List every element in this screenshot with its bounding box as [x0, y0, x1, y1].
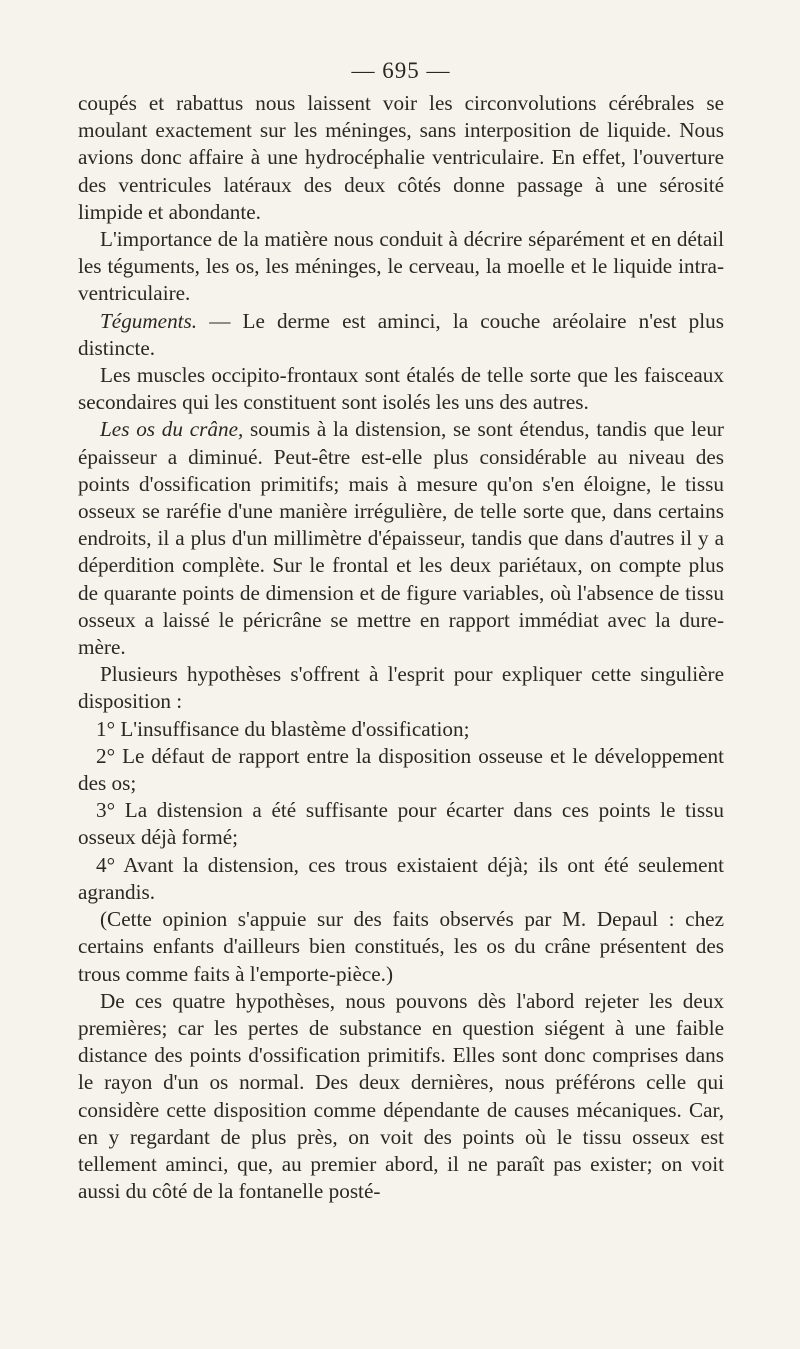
paragraph: [78, 416, 724, 661]
paragraph: [78, 308, 724, 362]
list-item: 4° Avant la distension, ces trous existaient déjà; ils ont été seulement agrandis.: [78, 852, 724, 904]
paragraph: Les muscles occipito-frontaux sont étalés de telle sorte que les faisceaux secondaires qui les constituent sont isolés les uns des autres.: [78, 363, 724, 415]
paragraph-text: — Le derme est aminci, la couche aréolaire n'est plus distincte.: [78, 308, 724, 360]
paragraph: coupés et rabattus nous laissent voir les circonvolutions cérébrales se moulant exactement sur les méninges, sans interposition de liquide. Nous avions donc affaire à une hydrocéphalie ventriculaire. En effet, l'ouverture des ventricules latéraux des deux côtés donne passage à une sérosité limpide et abondante.: [78, 91, 724, 224]
page-number: — 695 —: [351, 58, 451, 83]
paragraph: L'importance de la matière nous conduit à décrire séparément et en détail les téguments, les os, les méninges, le cerveau, la moelle et le liquide intra-ventriculaire.: [78, 227, 724, 306]
list-item: 3° La distension a été suffisante pour écarter dans ces points le tissu osseux déjà formé;: [78, 798, 724, 850]
section-heading: Téguments.: [100, 308, 198, 333]
paragraph: Plusieurs hypothèses s'offrent à l'esprit pour expliquer cette singulière disposition :: [78, 662, 724, 714]
paragraph: De ces quatre hypothèses, nous pouvons dès l'abord rejeter les deux premières; car les pertes de substance en question siégent à une faible distance des points d'ossification primitifs. Elles sont donc comprises dans le rayon d'un os normal. Des deux dernières, nous préférons celle qui considère cette disposition comme dépendante de causes mécaniques. Car, en y regardant de plus près, on voit des points où le tissu osseux est tellement aminci, que, au premier abord, il ne paraît pas exister; on voit aussi du côté de la fontanelle posté-: [78, 988, 724, 1204]
section-heading: Les os du crâne,: [100, 417, 244, 442]
paragraph-text: soumis à la distension, se sont étendus, tandis que leur épaisseur a diminué. Peut-être est-elle plus considérable au niveau des points d'ossification primitifs; mais à mesure qu'on s'en éloigne, le tissu osseux se raréfie d'une manière irrégulière, de telle sorte que, dans certains endroits, il a plus d'un millimètre d'épaisseur, tandis que dans d'autres il y a déperdition complète. Sur le frontal et les deux pariétaux, on compte plus de quarante points de dimension et de figure variables, où l'absence de tissu osseux a laissé le péricrâne se mettre en rapport immédiat avec la dure-mère.: [78, 417, 724, 660]
list-item: 2° Le défaut de rapport entre la disposition osseuse et le développement des os;: [78, 743, 724, 796]
list-item: 1° L'insuffisance du blastème d'ossification;: [96, 716, 470, 741]
body-text: [78, 90, 724, 1205]
paragraph: (Cette opinion s'appuie sur des faits observés par M. Depaul : chez certains enfants d'ailleurs bien constitués, les os du crâne présentent des trous comme faits à l'emporte-pièce.): [78, 907, 724, 986]
